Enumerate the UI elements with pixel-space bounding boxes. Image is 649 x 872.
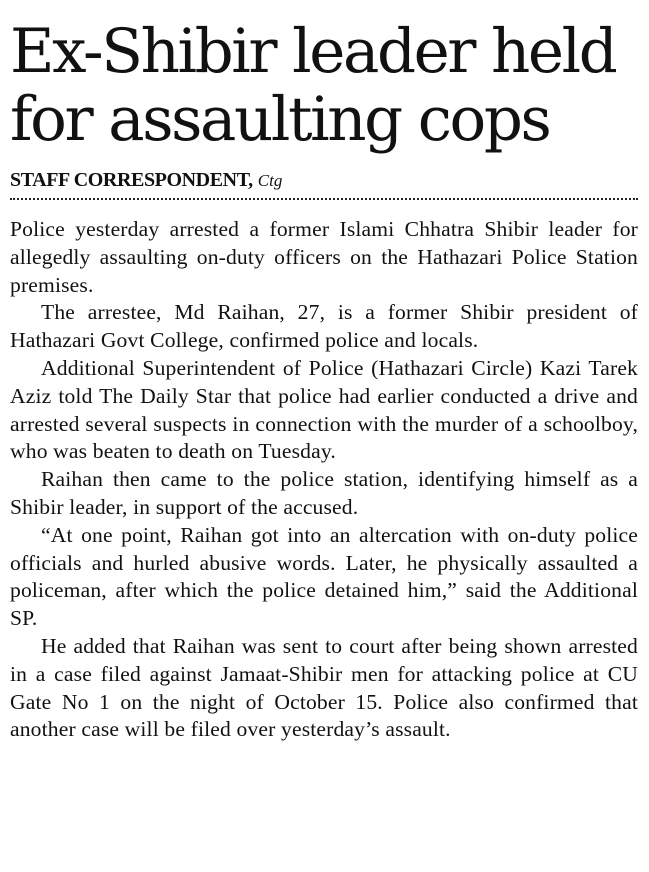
paragraph: Police yesterday arrested a former Islami Chhatra Shibir leader for allegedly assaulting on-duty officers on the Hathazari Police Station premises. <box>10 217 638 297</box>
paragraph: “At one point, Raihan got into an altercation with on-duty police officials and hurled abusive words. Later, he physically assaulted a policeman, after which the police detained him,” said the Additional SP. <box>10 522 638 631</box>
byline-location: Ctg <box>257 171 283 190</box>
paragraph: Additional Superintendent of Police (Hathazari Circle) Kazi Tarek Aziz told The Daily Star that police had earlier conducted a drive and arrested several suspects in connection with the murder of a schoolboy, who was beaten to death on Tuesday. <box>10 355 638 464</box>
byline <box>10 168 638 193</box>
article-body <box>10 216 638 744</box>
paragraph: He added that Raihan was sent to court after being shown arrested in a case filed against Jamaat-Shibir men for attacking police at CU Gate No 1 on the night of October 15. Police also confirmed that another case will be filed over yesterday’s assault. <box>10 633 638 742</box>
paragraph: Raihan then came to the police station, identifying himself as a Shibir leader, in support of the accused. <box>10 467 638 519</box>
headline: Ex-Shibir leader held for assaulting cops <box>10 16 616 155</box>
paragraph: The arrestee, Md Raihan, 27, is a former Shibir president of Hathazari Govt College, confirmed police and locals. <box>10 300 638 353</box>
dotted-divider <box>10 198 638 200</box>
byline-author: STAFF CORRESPONDENT, <box>10 169 253 191</box>
news-article <box>10 18 638 744</box>
